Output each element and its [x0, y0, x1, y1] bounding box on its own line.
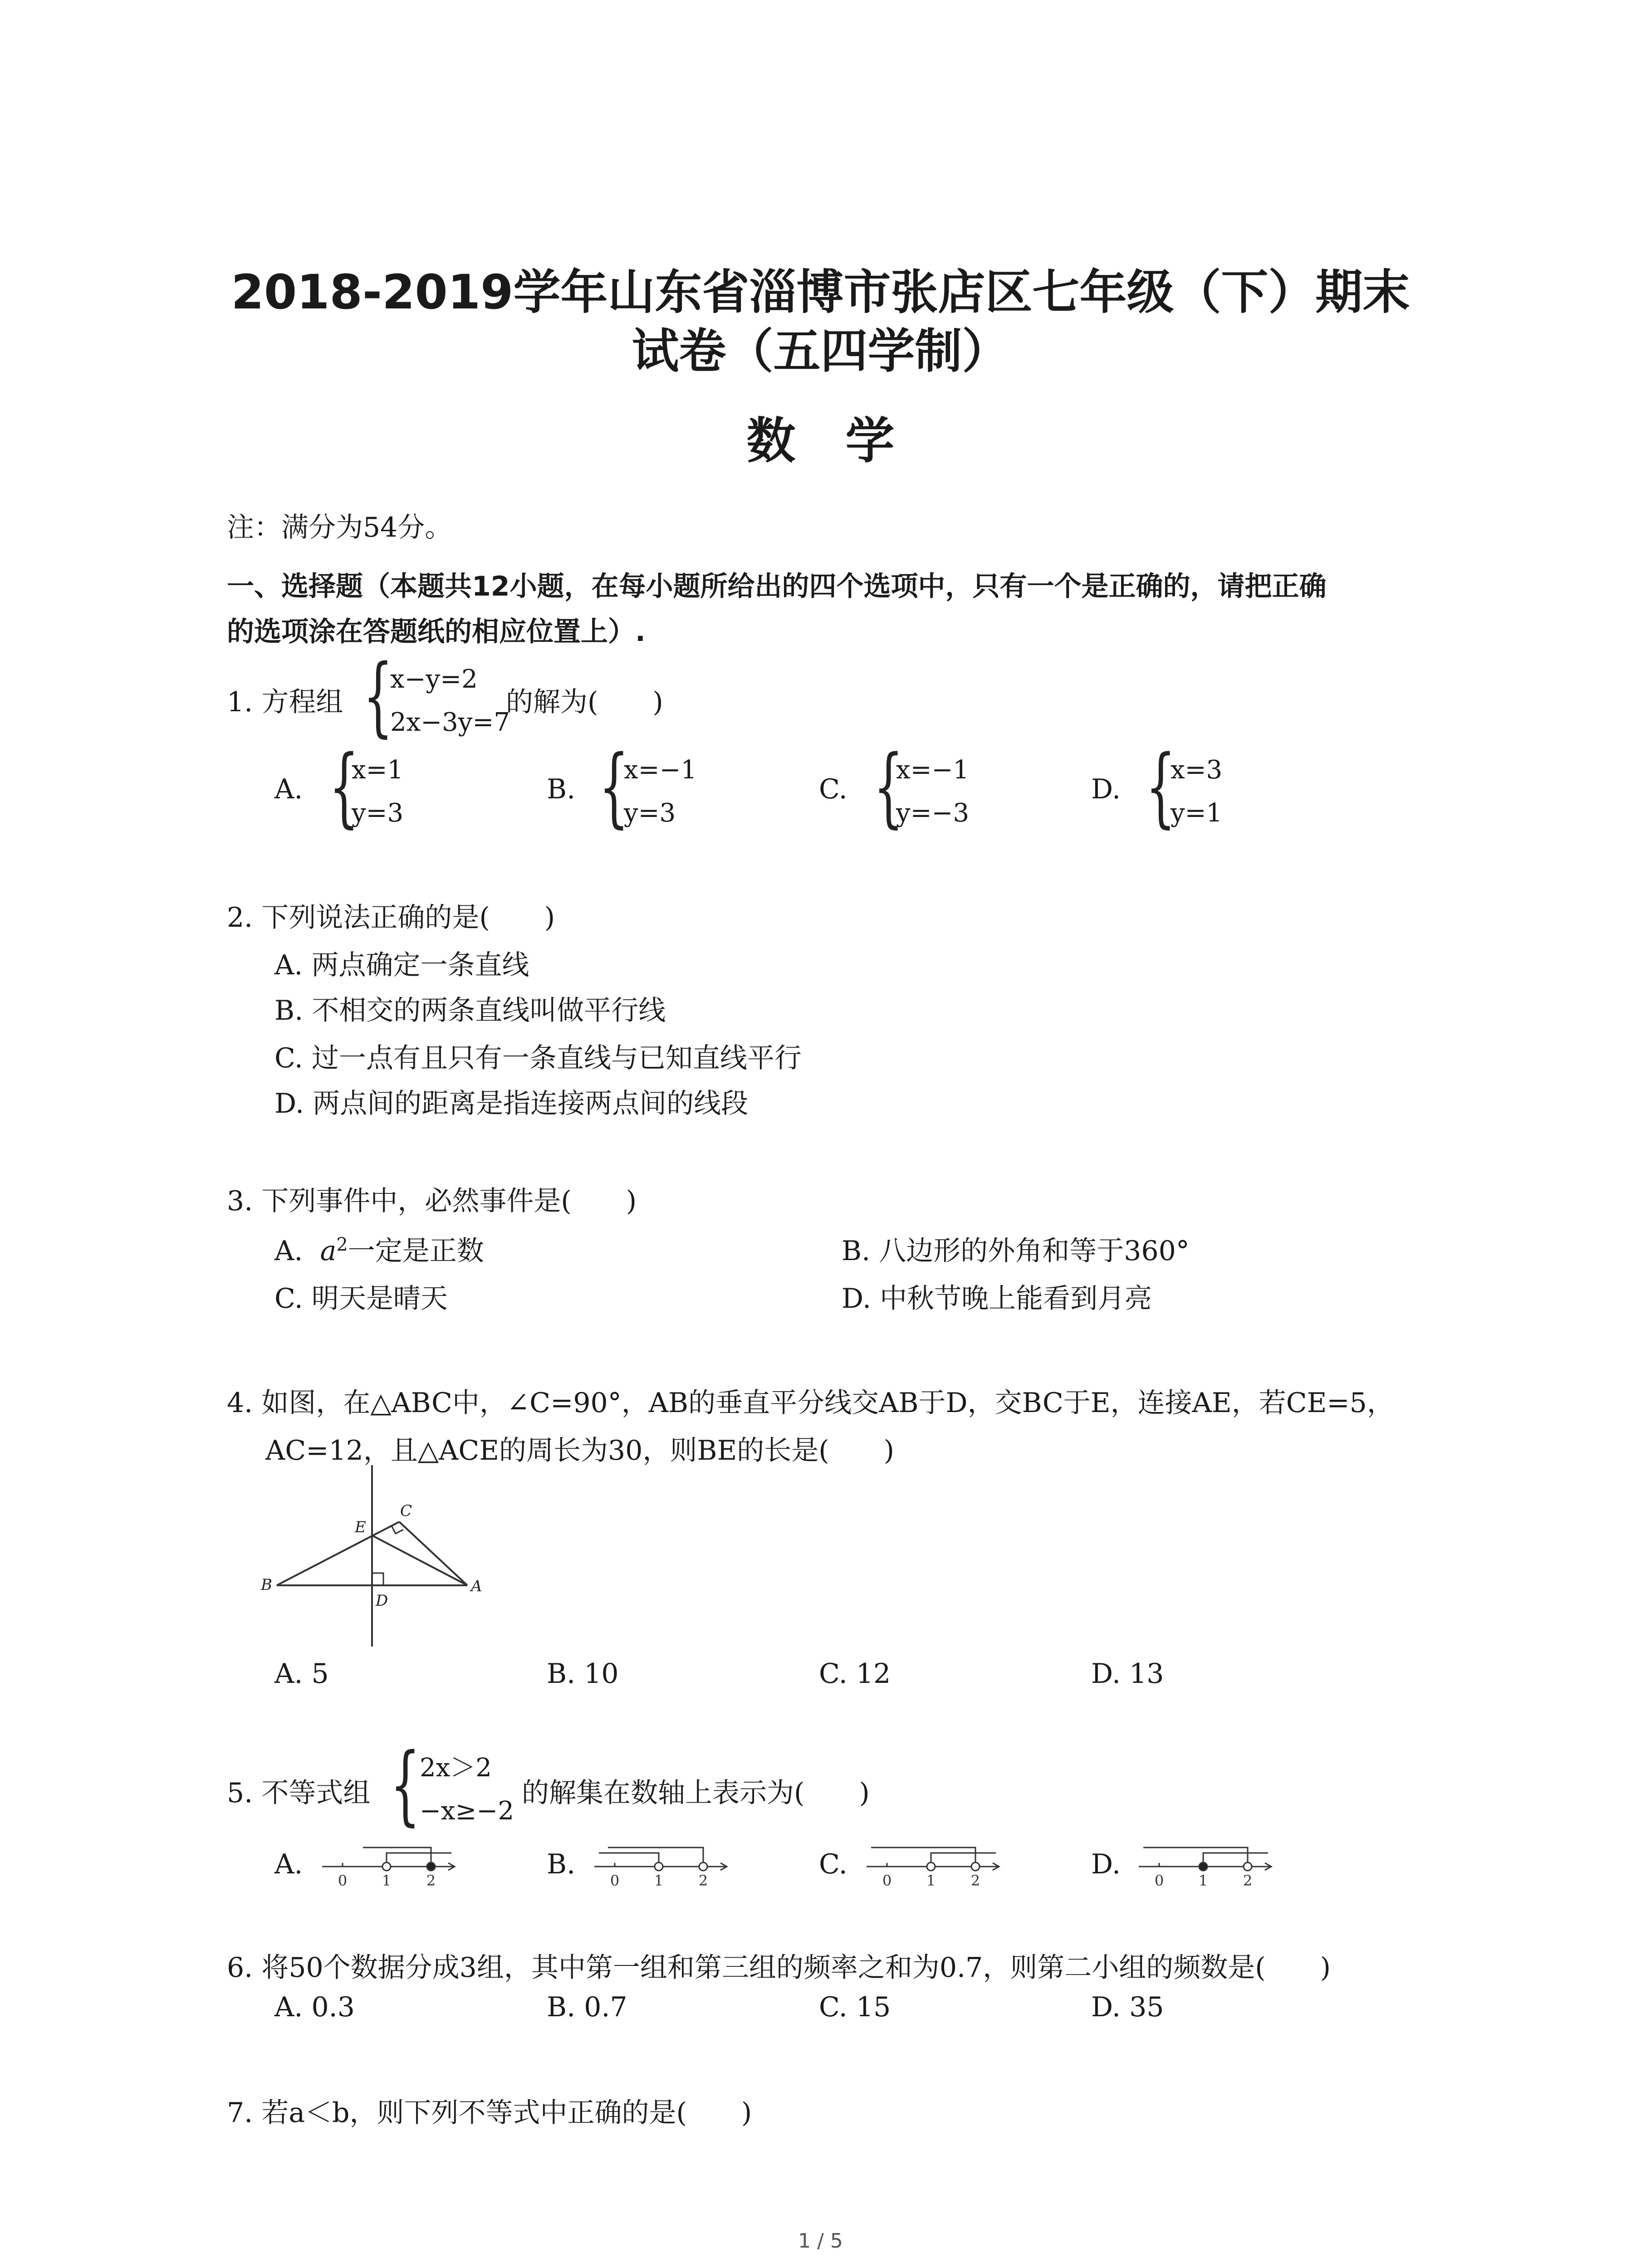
q5-prefix: 5. 不等式组: [227, 1777, 371, 1809]
q1-option-c-system: [896, 748, 969, 835]
q5-brace: {: [390, 1735, 421, 1835]
q3-option-a-var: a: [320, 1235, 337, 1267]
q4-option-d: D. 13: [1091, 1658, 1164, 1690]
section1-heading-line1: 一、选择题（本题共12小题，在每小题所给出的四个选项中，只有一个是正确的，请把正确: [227, 571, 1327, 602]
q6-option-c: C. 15: [819, 1991, 891, 2023]
q1-option-b-x: x=−1: [624, 755, 697, 785]
q4-option-c: C. 12: [819, 1658, 891, 1690]
q5-ineq1: 2x＞2: [420, 1753, 492, 1783]
segment-bc: [277, 1522, 399, 1585]
q1-system: [390, 658, 510, 744]
q4-line2: AC=12，且△ACE的周长为30，则BE的长是( ): [265, 1435, 895, 1466]
q6-option-d: D. 35: [1091, 1991, 1164, 2023]
q5-option-d-label: D.: [1091, 1848, 1121, 1880]
label-c: C: [400, 1502, 412, 1520]
q4-option-b: B. 10: [547, 1658, 619, 1690]
right-angle-c: [392, 1526, 403, 1534]
q5-number-line-b: [590, 1835, 735, 1894]
q1-option-c-label: C.: [819, 773, 847, 805]
tick-2: 2: [698, 1872, 708, 1889]
q2-option-b: B. 不相交的两条直线叫做平行线: [274, 995, 666, 1026]
tick-1: 1: [1198, 1872, 1208, 1889]
tick-2: 2: [426, 1872, 436, 1889]
q1-option-d-y: y=1: [1171, 798, 1223, 828]
segment-ea: [372, 1535, 467, 1585]
q6-option-a: A. 0.3: [274, 1991, 355, 2023]
q3-option-c: C. 明天是晴天: [274, 1283, 448, 1315]
score-note: 注：满分为54分。: [227, 512, 452, 543]
tick-2: 2: [1243, 1872, 1253, 1889]
q1-option-a-system: [352, 748, 403, 835]
q1-eq1: x−y=2: [390, 665, 478, 694]
q1-option-c-y: y=−3: [896, 798, 970, 828]
q3-option-a: [274, 1229, 484, 1268]
page-number: 1 / 5: [798, 2229, 843, 2253]
tick-0: 0: [338, 1872, 348, 1889]
q1-option-c-x: x=−1: [896, 755, 970, 785]
tick-1: 1: [926, 1872, 936, 1889]
tick-0: 0: [882, 1872, 892, 1889]
q2-option-a: A. 两点确定一条直线: [274, 949, 529, 981]
label-d: D: [376, 1592, 388, 1610]
q1-option-a-label: A.: [274, 773, 303, 805]
q1-option-c-brace: {: [873, 737, 904, 837]
q5-option-b-label: B.: [547, 1848, 576, 1880]
q2-option-c: C. 过一点有且只有一条直线与已知直线平行: [274, 1042, 802, 1074]
q1-option-b-y: y=3: [624, 798, 676, 828]
segment-ca: [399, 1522, 467, 1585]
q1-option-b-system: [624, 748, 697, 835]
q5-number-line-a: [318, 1835, 463, 1894]
q3-option-a-label: A.: [274, 1235, 303, 1267]
q7-stem: 7. 若a＜b，则下列不等式中正确的是( ): [227, 2097, 752, 2129]
q3-option-d: D. 中秋节晚上能看到月亮: [842, 1283, 1152, 1315]
q5-number-line-d: [1134, 1835, 1279, 1894]
q3-option-a-exp: 2: [336, 1234, 348, 1255]
q6-stem: 6. 将50个数据分成3组，其中第一组和第三组的频率之和为0.7，则第二小组的频数是( ): [227, 1952, 1331, 1984]
q1-prefix: 1. 方程组: [227, 686, 343, 718]
q6-option-b: B. 0.7: [547, 1991, 627, 2023]
q1-option-d-system: [1171, 748, 1222, 835]
label-e: E: [355, 1518, 366, 1536]
q5-option-c-label: C.: [819, 1848, 847, 1880]
q1-option-d-brace: {: [1146, 737, 1176, 837]
q3-option-b: B. 八边形的外角和等于360°: [842, 1235, 1190, 1267]
tick-0: 0: [610, 1872, 620, 1889]
q4-option-a: A. 5: [274, 1658, 329, 1690]
tick-0: 0: [1154, 1872, 1164, 1889]
q3-stem: 3. 下列事件中，必然事件是( ): [227, 1185, 637, 1217]
q1-suffix: 的解为( ): [506, 686, 663, 718]
q5-ineq2: −x≥−2: [420, 1796, 514, 1826]
tick-2: 2: [970, 1872, 980, 1889]
q1-option-a-x: x=1: [352, 755, 404, 785]
tick-1: 1: [654, 1872, 664, 1889]
q1-option-d-x: x=3: [1171, 755, 1223, 785]
tick-1: 1: [382, 1872, 392, 1889]
q1-option-a-brace: {: [329, 737, 359, 837]
label-a: A: [471, 1577, 482, 1595]
right-angle-d: [372, 1573, 383, 1585]
q1-option-d-label: D.: [1091, 773, 1121, 805]
q1-brace: {: [363, 646, 393, 746]
q5-option-a-label: A.: [274, 1848, 303, 1880]
q1-option-b-label: B.: [547, 773, 576, 805]
exam-title-line1: 2018-2019学年山东省淄博市张店区七年级（下）期末: [231, 264, 1410, 320]
label-b: B: [261, 1576, 272, 1594]
q4-line1: 4. 如图，在△ABC中，∠C=90°，AB的垂直平分线交AB于D，交BC于E，连接AE，若CE=5，: [227, 1387, 1394, 1419]
exam-title-line2: 试卷（五四学制）: [632, 323, 1009, 379]
q1-option-b-brace: {: [599, 737, 629, 837]
q5-suffix: 的解集在数轴上表示为( ): [522, 1777, 870, 1809]
q2-option-d: D. 两点间的距离是指连接两点间的线段: [274, 1088, 749, 1119]
q2-stem: 2. 下列说法正确的是( ): [227, 902, 555, 934]
q5-number-line-c: [862, 1835, 1007, 1894]
section1-heading-line2: 的选项涂在答题纸的相应位置上）.: [227, 616, 646, 648]
subject-title: 数学: [746, 413, 945, 469]
q3-option-a-text: 一定是正数: [348, 1235, 484, 1267]
q4-triangle-figure: [254, 1465, 499, 1651]
q5-system: [420, 1746, 514, 1833]
q1-eq2: 2x−3y=7: [390, 708, 510, 737]
q1-option-a-y: y=3: [352, 798, 404, 828]
